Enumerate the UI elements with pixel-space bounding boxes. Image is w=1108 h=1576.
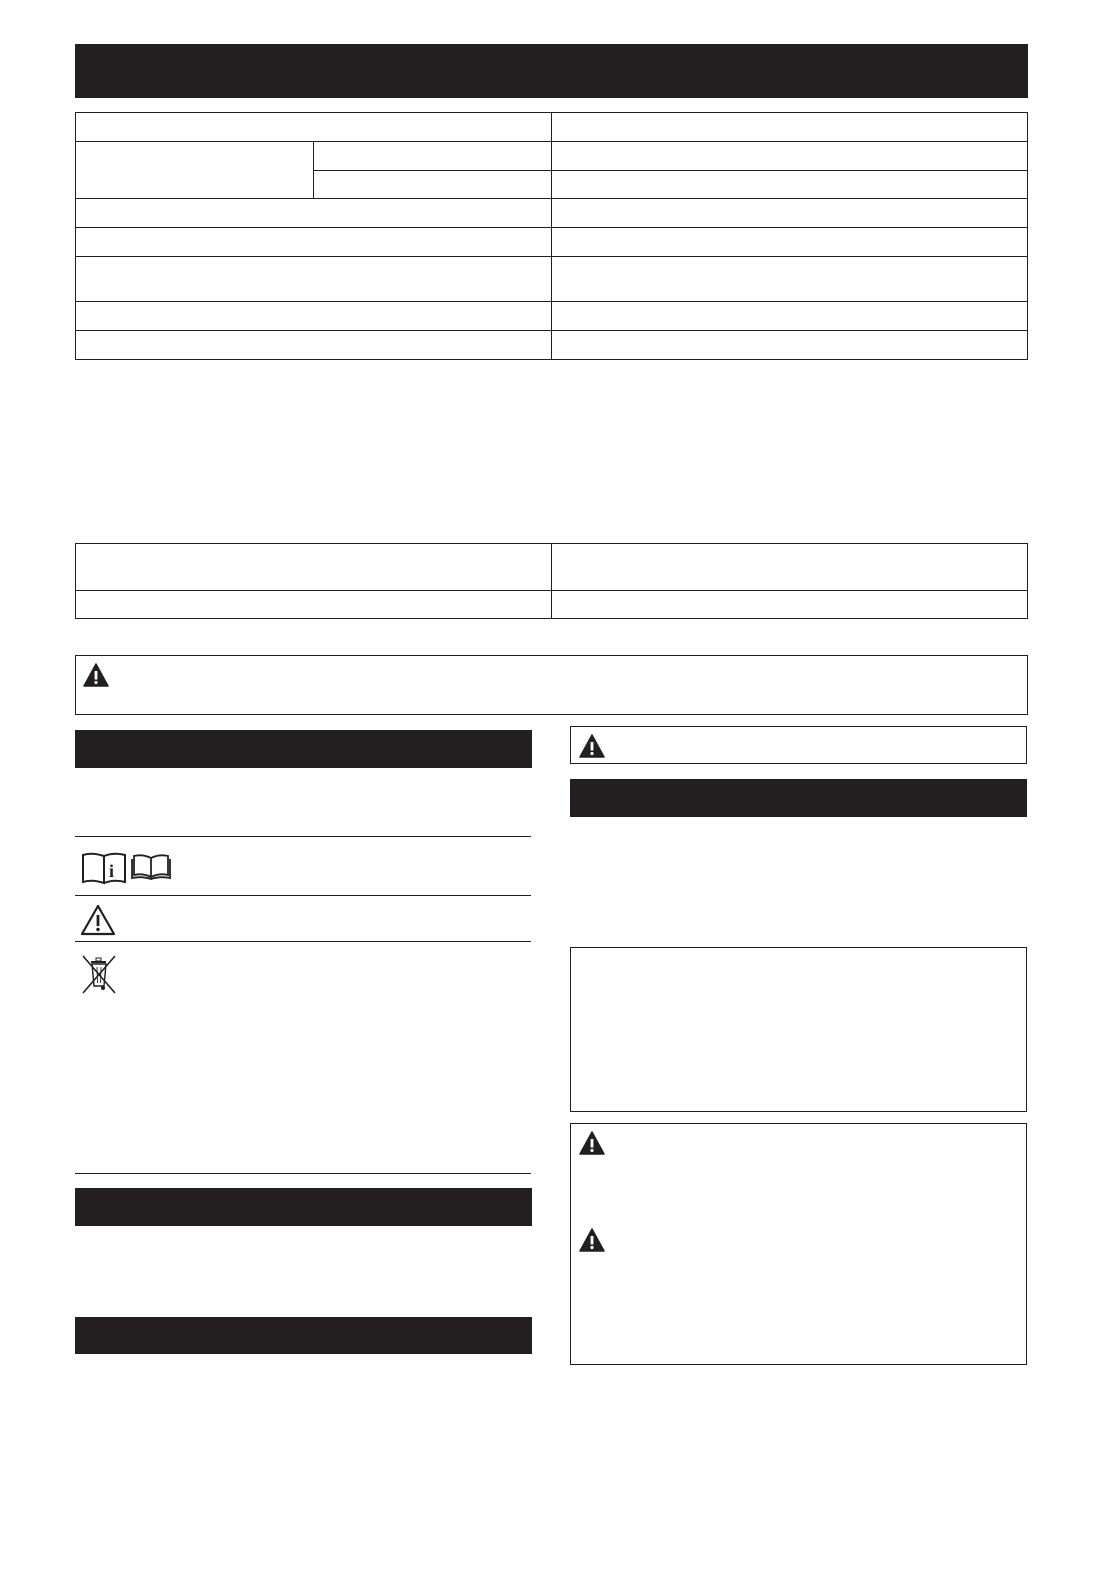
warning-filled-icon [579, 734, 605, 758]
symbols-divider [75, 1173, 531, 1174]
right-warning-box [570, 726, 1027, 764]
spec-table-column-divider [551, 112, 552, 360]
symbols-heading-bar [75, 730, 532, 768]
spec-table-row-divider [75, 198, 1028, 199]
spec-table-row-divider [313, 170, 1028, 171]
read-manual-icon [80, 850, 172, 886]
page-header-bar [75, 44, 1028, 98]
symbols-divider [75, 836, 531, 837]
caution-outline-icon [80, 904, 116, 936]
warning-filled-icon [83, 663, 109, 687]
warnings-box [570, 1123, 1027, 1365]
battery-table-column-divider [551, 543, 552, 619]
symbols-divider [75, 895, 531, 896]
section3-heading-bar [75, 1317, 532, 1354]
top-warning-box [75, 655, 1028, 715]
warning-filled-icon [579, 1131, 605, 1155]
spec-table-row-divider [75, 141, 1028, 142]
svg-text:i: i [109, 861, 115, 881]
battery-table-row-divider [75, 590, 1028, 591]
warning-filled-icon [579, 1228, 605, 1252]
note-box [570, 947, 1027, 1112]
symbols-divider [75, 941, 531, 942]
spec-table-row-divider [75, 227, 1028, 228]
section2-heading-bar [75, 1188, 532, 1226]
spec-table-row-divider [75, 330, 1028, 331]
page-header-title [75, 58, 87, 83]
right-section-heading-bar [570, 779, 1027, 817]
crossed-bin-icon [80, 953, 118, 995]
spec-table-row-divider [75, 256, 1028, 257]
spec-table-row-divider [75, 301, 1028, 302]
